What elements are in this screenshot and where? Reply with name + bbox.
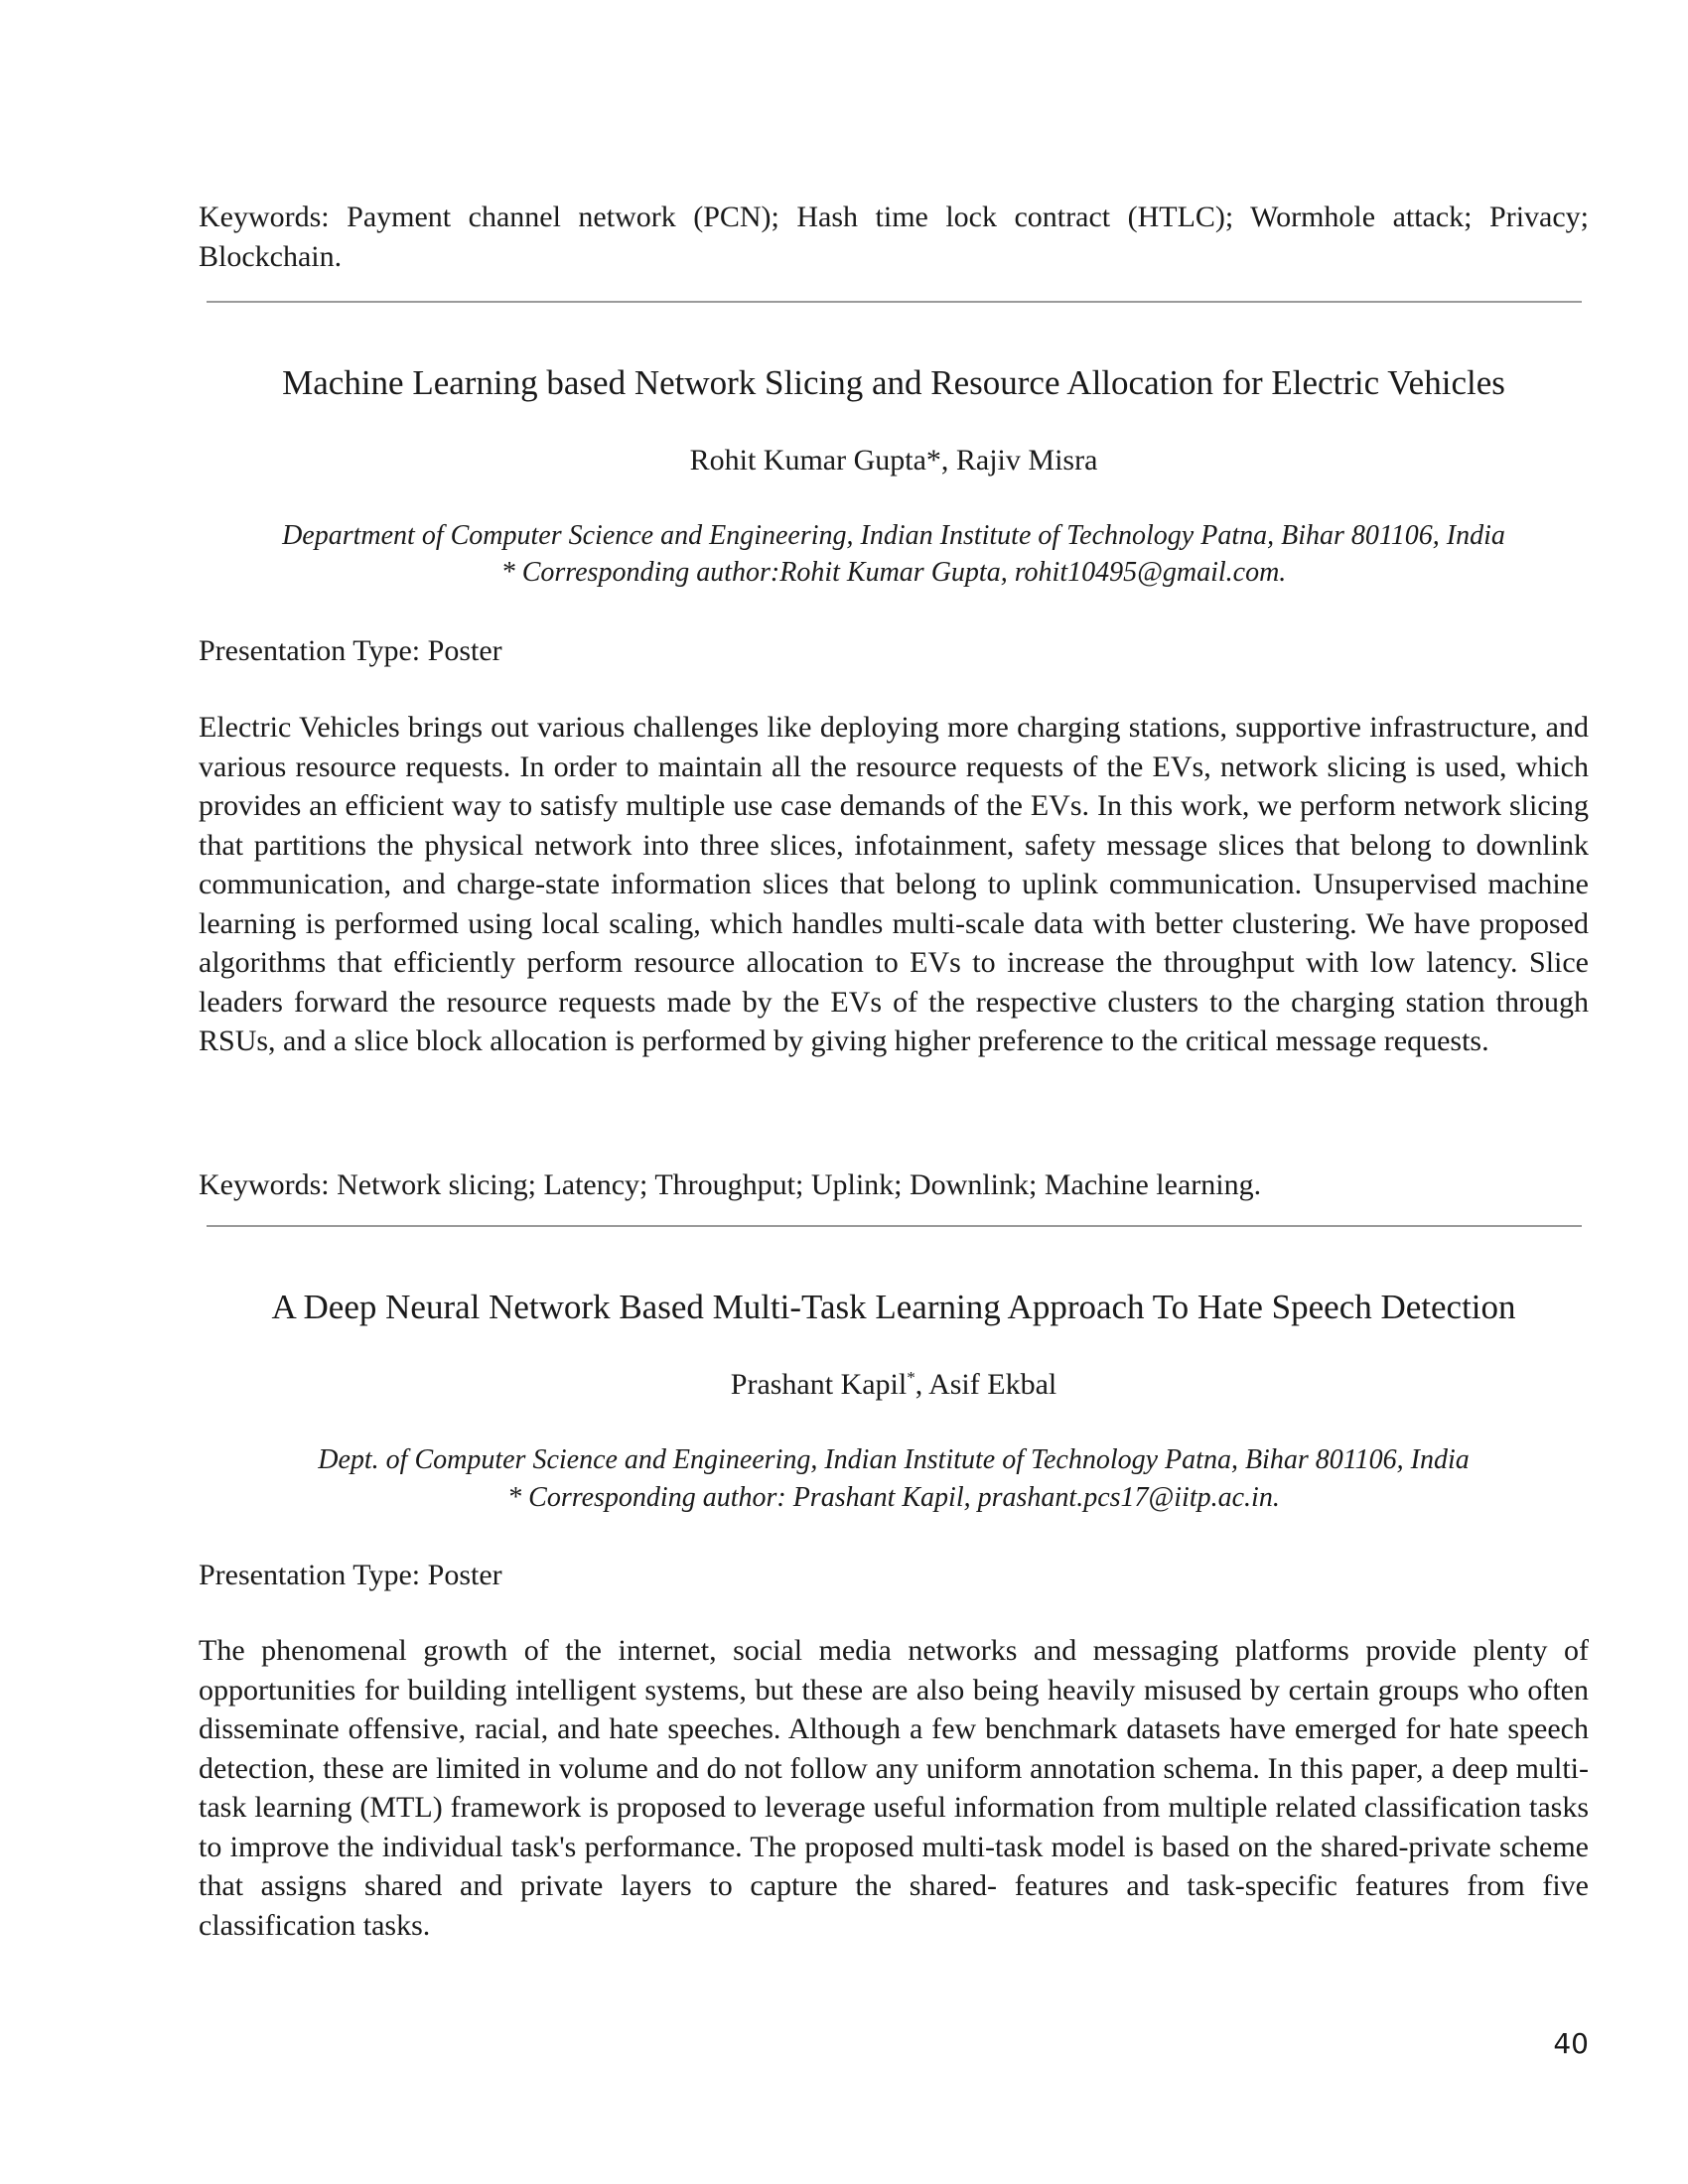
abstract-affiliation: Dept. of Computer Science and Engineering, Indian Institute of Technology Patna, Bihar 801106, India	[318, 1444, 1470, 1475]
corresponding-author: * Corresponding author: Prashant Kapil, prashant.pcs17@iitp.ac.in.	[507, 1482, 1280, 1513]
document-page	[199, 0, 1589, 2184]
abstract-authors: Rohit Kumar Gupta*, Rajiv Misra	[689, 444, 1098, 477]
corresponding-author: * Corresponding author:Rohit Kumar Gupta, rohit10495@gmail.com.	[500, 557, 1287, 588]
presentation-type: Presentation Type: Poster	[199, 1559, 502, 1591]
author-names-rest: , Asif Ekbal	[914, 1368, 1057, 1401]
section-divider	[207, 1225, 1582, 1227]
abstract-keywords: Keywords: Network slicing; Latency; Throughput; Uplink; Downlink; Machine learning.	[199, 1168, 1262, 1201]
corresponding-mark: *	[907, 1368, 915, 1387]
presentation-type: Presentation Type: Poster	[199, 634, 502, 667]
author-name: Prashant Kapil	[730, 1368, 908, 1401]
prev-keywords: Keywords: Payment channel network (PCN); Hash time lock contract (HTLC); Wormhole attack; Privacy; Blockchain.	[199, 201, 1589, 273]
abstract-body: The phenomenal growth of the internet, social media networks and messaging platforms provide plenty of opportunities for building intelligent systems, but these are also being heavily misused by certain groups who often disseminate offensive, racial, and hate speeches. Although a few benchmark datasets have emerged for hate speech detection, these are limited in volume and do not follow any uniform annotation schema. In this paper, a deep multi-task learning (MTL) framework is proposed to leverage useful information from multiple related classification tasks to improve the individual task's performance. The proposed multi-task model is based on the shared-private scheme that assigns shared and private layers to capture the shared- features and task-specific features from five classification tasks.	[199, 1634, 1589, 1942]
abstract-body: Electric Vehicles brings out various challenges like deploying more charging stations, supportive infrastructure, and various resource requests. In order to maintain all the resource requests of the EVs, network slicing is used, which provides an efficient way to satisfy multiple use case demands of the EVs. In this work, we perform network slicing that partitions the physical network into three slices, infotainment, safety message slices that belong to downlink communication, and charge-state information slices that belong to uplink communication. Unsupervised machine learning is performed using local scaling, which handles multi-scale data with better clustering. We have proposed algorithms that efficiently perform resource allocation to EVs to increase the throughput with low latency. Slice leaders forward the resource requests made by the EVs of the respective clusters to the charging station through RSUs, and a slice block allocation is performed by giving higher preference to the critical message requests.	[199, 711, 1589, 1057]
abstract-affiliation: Department of Computer Science and Engineering, Indian Institute of Technology Patna, Bihar 801106, India	[282, 520, 1505, 551]
abstract-title: A Deep Neural Network Based Multi-Task Learning Approach To Hate Speech Detection	[271, 1288, 1516, 1326]
abstract-authors	[199, 1365, 1589, 1404]
page-number: 40	[1553, 2027, 1589, 2060]
section-divider	[207, 301, 1582, 303]
abstract-title: Machine Learning based Network Slicing and Resource Allocation for Electric Vehicles	[282, 363, 1505, 402]
